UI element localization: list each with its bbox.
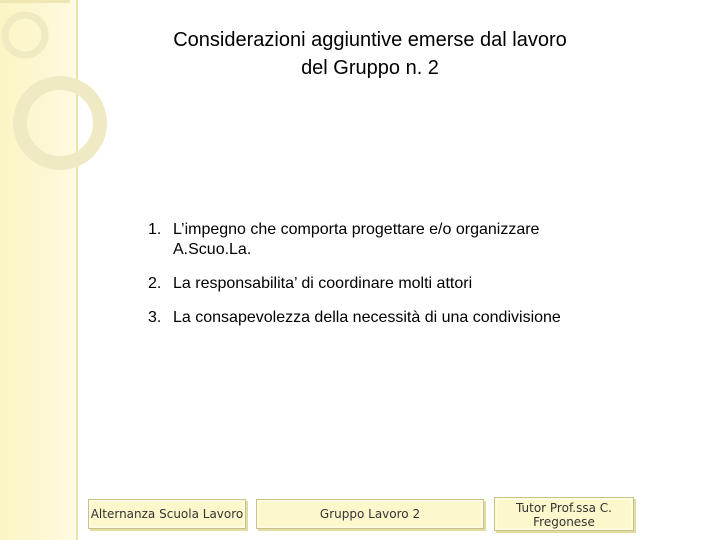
footer-right-box: [494, 497, 634, 531]
decorative-circles: [0, 0, 110, 200]
slide-title-line-2: del Gruppo n. 2: [301, 57, 439, 79]
footer-left-box: [88, 499, 246, 529]
decorative-circle-small: [5, 15, 45, 55]
footer-center-box: [256, 499, 484, 529]
considerations-list: [148, 220, 618, 342]
list-item: [148, 308, 618, 328]
list-item-text: La responsabilita’ di coordinare molti attori: [173, 275, 473, 292]
slide-title-line-1: Considerazioni aggiuntive emerse dal lavoro: [173, 29, 567, 51]
list-item: [148, 274, 618, 294]
list-item-number: 2.: [148, 275, 162, 292]
footer-center-text: Gruppo Lavoro 2: [319, 507, 421, 521]
list-item-number: 3.: [148, 309, 162, 326]
list-item: [148, 220, 618, 260]
footer-left-text: Alternanza Scuola Lavoro: [90, 507, 244, 521]
list-item-text: L’impegno che comporta progettare e/o organizzare A.Scuo.La.: [173, 221, 540, 258]
list-item-number: 1.: [148, 221, 162, 238]
slide-title: [110, 26, 630, 82]
list-item-text: La consapevolezza della necessità di una condivisione: [173, 309, 561, 326]
footer-right-text: Tutor Prof.ssa C. Fregonese: [516, 501, 612, 529]
decorative-circle-large: [20, 83, 100, 163]
